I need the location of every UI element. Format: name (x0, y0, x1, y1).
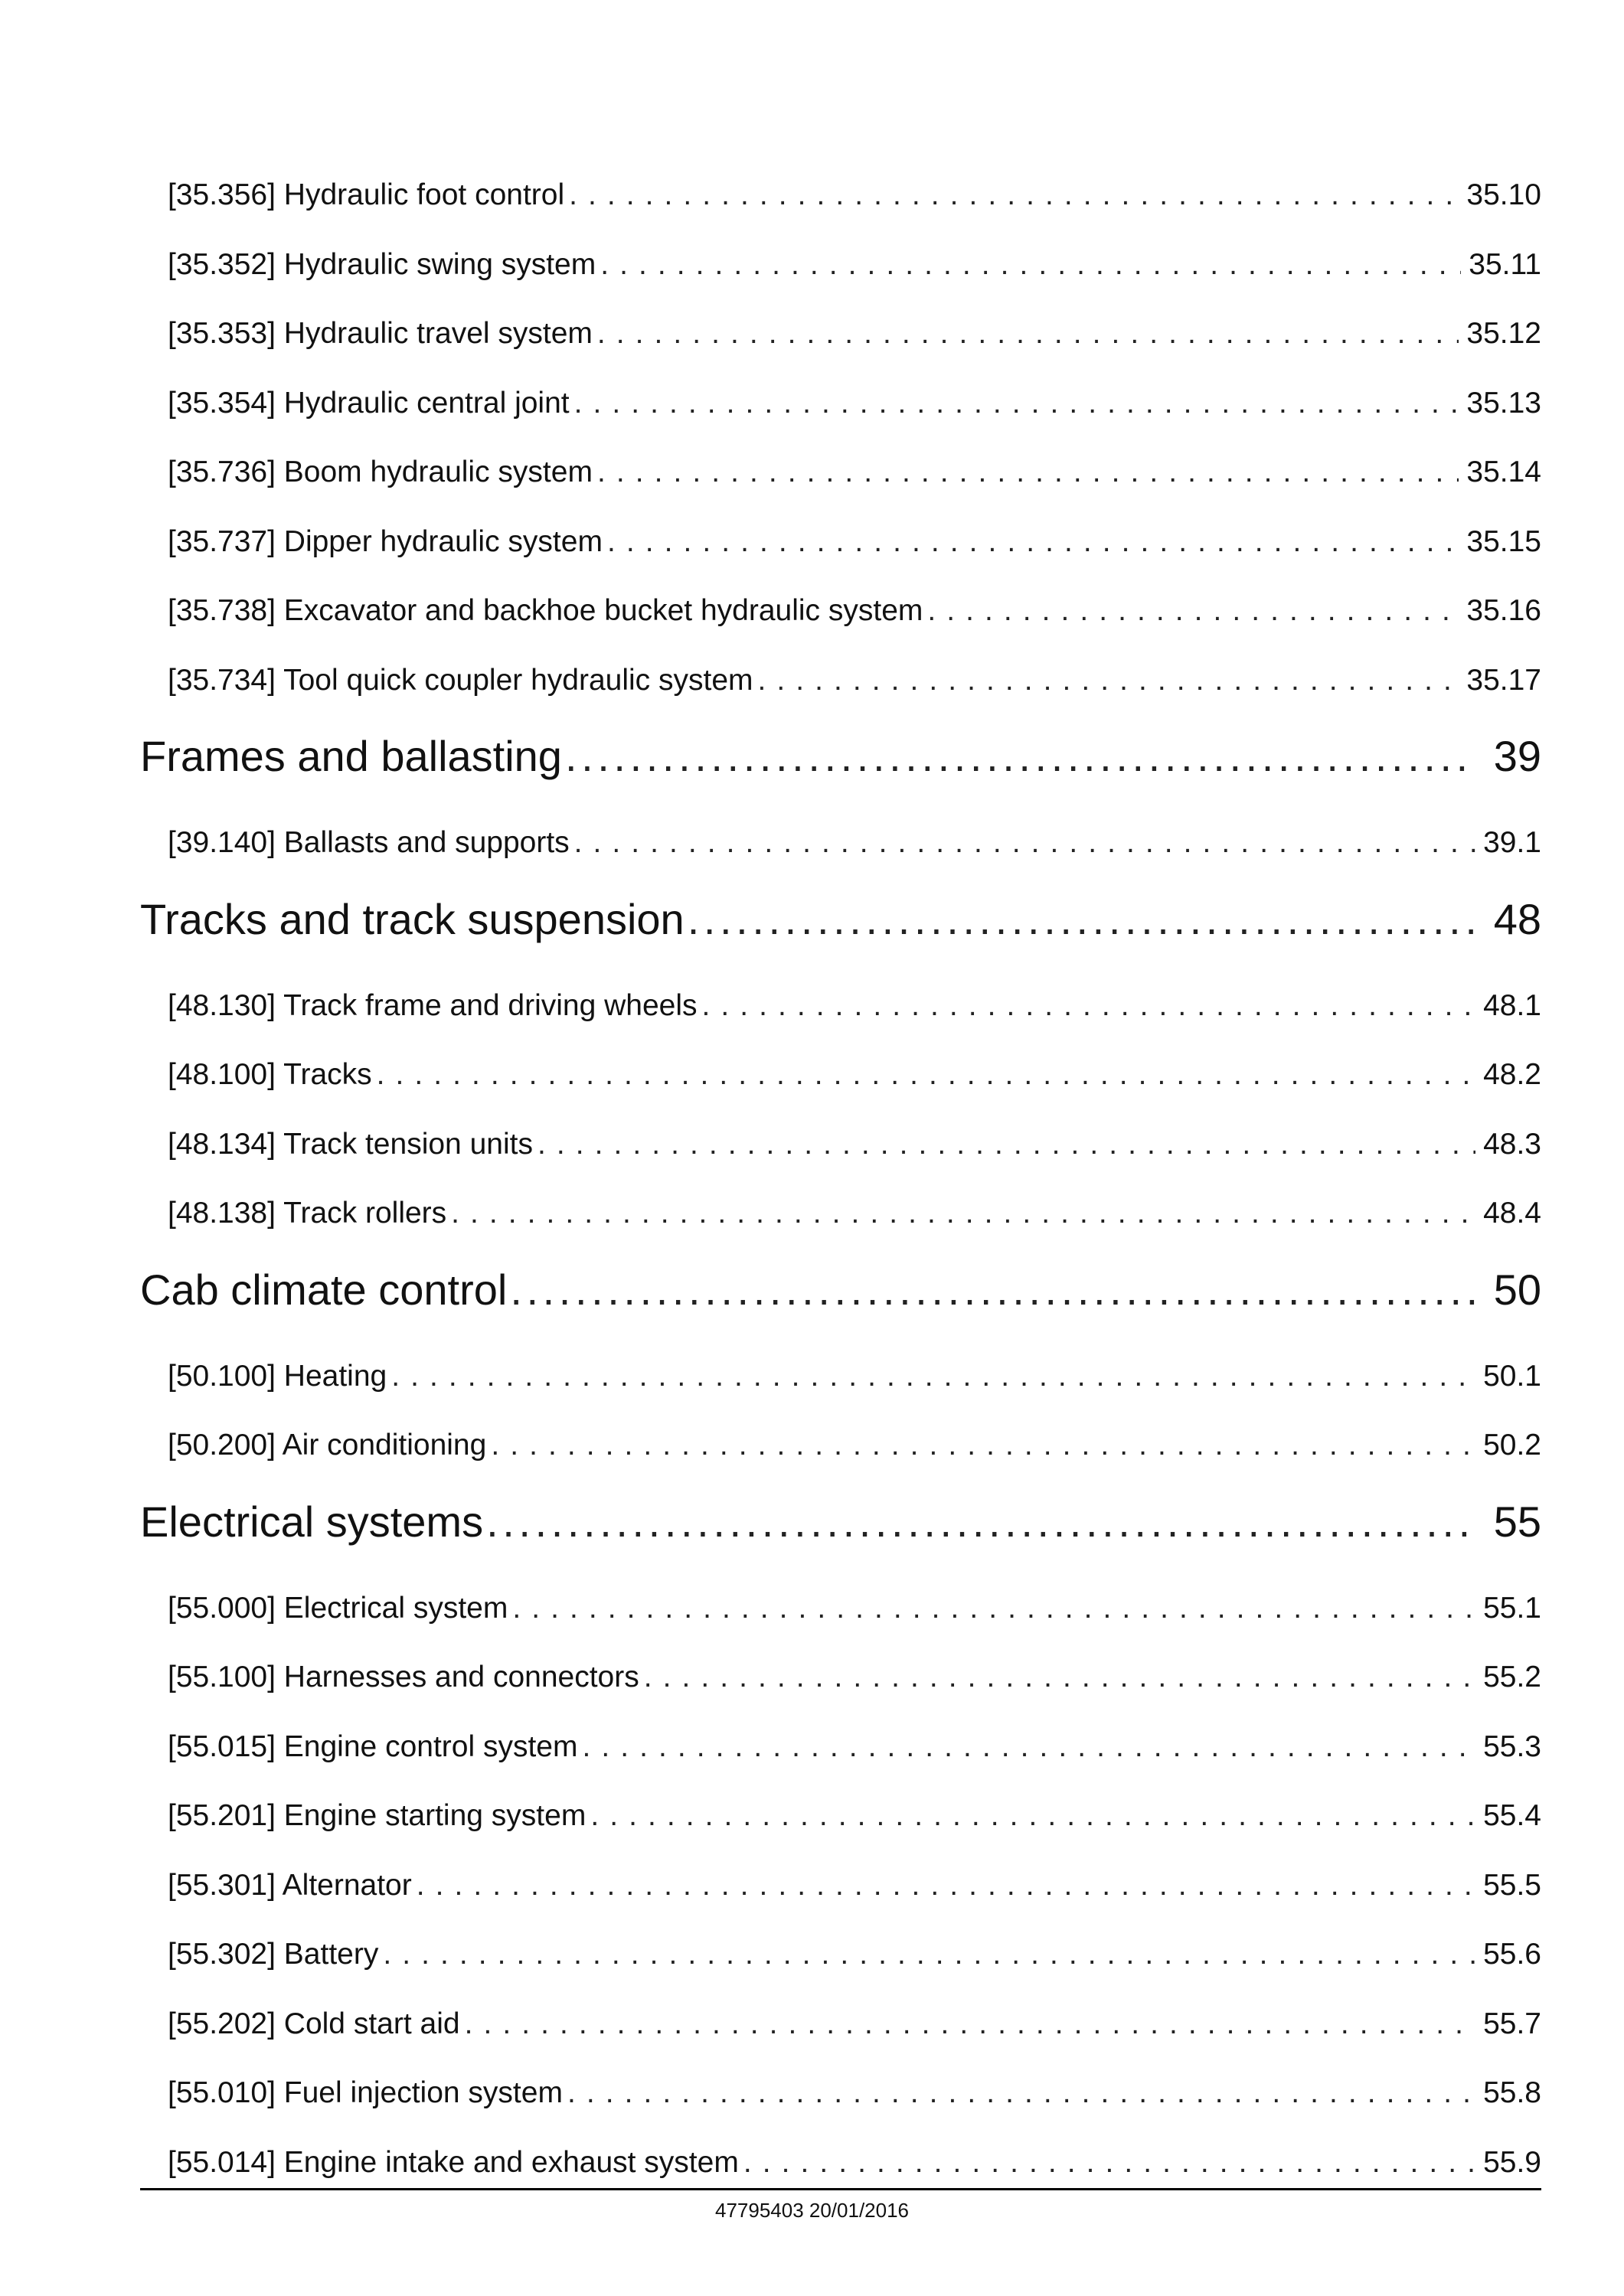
toc-entry[interactable] (140, 1050, 1541, 1119)
toc-entry[interactable] (140, 240, 1541, 309)
toc-section-heading[interactable] (140, 732, 1541, 818)
toc-entry-title: [35.736] Boom hydraulic system (168, 456, 593, 488)
toc-entry[interactable] (140, 2068, 1541, 2138)
dot-leader (574, 378, 1459, 429)
dot-leader (510, 1269, 1475, 1311)
dot-leader (574, 818, 1475, 868)
toc-entry-title: [55.100] Harnesses and connectors (168, 1661, 639, 1693)
toc-entry-page: 55.5 (1483, 1868, 1541, 1902)
dot-leader (688, 898, 1475, 941)
toc-entry-page: 50.1 (1483, 1359, 1541, 1393)
toc-entry[interactable] (140, 447, 1541, 517)
toc-entry-page: 35.13 (1466, 386, 1541, 420)
toc-entry-page: 55.6 (1483, 1938, 1541, 1971)
toc-entry[interactable] (140, 1119, 1541, 1189)
dot-leader (927, 586, 1459, 636)
toc-entry-page: 48.4 (1483, 1197, 1541, 1230)
toc-entry-title: [55.014] Engine intake and exhaust system (168, 2145, 739, 2179)
dot-leader (565, 735, 1475, 778)
toc-entry[interactable] (140, 1860, 1541, 1930)
toc-entry[interactable] (140, 309, 1541, 378)
toc-entry-page: 35.11 (1469, 247, 1541, 281)
dot-leader (569, 170, 1459, 220)
toc-entry-page: 48.3 (1483, 1127, 1541, 1161)
toc-entry-page: 39.1 (1483, 826, 1541, 859)
footer-doc-reference: 47795403 20/01/2016 (714, 2199, 910, 2222)
dot-leader (607, 517, 1459, 567)
toc-entry[interactable] (140, 170, 1541, 240)
toc-section-heading[interactable] (140, 1265, 1541, 1351)
footer-divider (140, 2188, 1541, 2190)
dot-leader (486, 1501, 1475, 1543)
toc-entry-page: 55.9 (1483, 2145, 1541, 2179)
toc-entry-title: [48.130] Track frame and driving wheels (168, 988, 698, 1022)
toc-section-page: 48 (1493, 894, 1541, 943)
dot-leader (538, 1119, 1475, 1170)
toc-entry[interactable] (140, 818, 1541, 887)
toc-section-page: 50 (1493, 1265, 1541, 1314)
toc-entry-page: 35.17 (1466, 663, 1541, 697)
toc-entry-title: [39.140] Ballasts and supports (168, 826, 570, 859)
toc-entry-title: [35.737] Dipper hydraulic system (168, 524, 603, 558)
toc-section-title: Frames and ballasting (140, 732, 562, 780)
toc-entry[interactable] (140, 655, 1541, 725)
dot-leader (383, 1929, 1475, 1980)
toc-section-title: Tracks and track suspension (140, 894, 685, 943)
toc-entry[interactable] (140, 1583, 1541, 1653)
dot-leader (597, 447, 1459, 498)
dot-leader (491, 1420, 1475, 1471)
toc-entry[interactable] (140, 517, 1541, 586)
toc-entry[interactable] (140, 1791, 1541, 1860)
toc-entry[interactable] (140, 1420, 1541, 1490)
dot-leader (377, 1050, 1475, 1100)
toc-entry-page: 50.2 (1483, 1429, 1541, 1462)
toc-entry-title: [55.202] Cold start aid (168, 2007, 460, 2040)
toc-entry-page: 55.7 (1483, 2007, 1541, 2040)
dot-leader (465, 1999, 1476, 2049)
dot-leader (600, 240, 1461, 290)
dot-leader (758, 655, 1459, 706)
toc-entry-page: 35.10 (1466, 178, 1541, 211)
dot-leader (451, 1188, 1475, 1239)
toc-entry-page: 48.1 (1483, 988, 1541, 1022)
toc-entry-page: 35.12 (1466, 317, 1541, 350)
toc-entry-page: 35.15 (1466, 524, 1541, 558)
dot-leader (702, 981, 1476, 1031)
toc-entry[interactable] (140, 1652, 1541, 1722)
toc-entry-page: 55.4 (1483, 1799, 1541, 1832)
toc-entry-title: [35.352] Hydraulic swing system (168, 247, 596, 281)
toc-entry-page: 55.2 (1483, 1661, 1541, 1693)
toc-entry-title: [55.301] Alternator (168, 1868, 412, 1902)
toc-entry-title: [35.353] Hydraulic travel system (168, 317, 593, 350)
dot-leader (743, 2138, 1475, 2188)
toc-entry[interactable] (140, 1351, 1541, 1421)
toc-entry-page: 55.8 (1483, 2076, 1541, 2109)
toc-entry-title: [35.738] Excavator and backhoe bucket hydraulic system (168, 594, 923, 627)
dot-leader (644, 1652, 1475, 1703)
toc-entry-title: [50.200] Air conditioning (168, 1429, 487, 1462)
toc-entry-title: [55.015] Engine control system (168, 1729, 578, 1763)
toc-entry[interactable] (140, 981, 1541, 1050)
dot-leader (597, 309, 1459, 359)
toc-entry-title: [48.134] Track tension units (168, 1127, 533, 1161)
dot-leader (512, 1583, 1475, 1634)
dot-leader (567, 2068, 1475, 2118)
dot-leader (582, 1722, 1475, 1772)
toc-entry-title: [55.302] Battery (168, 1938, 379, 1971)
dot-leader (417, 1860, 1475, 1911)
toc-section-heading[interactable] (140, 894, 1541, 981)
toc-entry-title: [55.000] Electrical system (168, 1591, 508, 1625)
toc-section-page: 39 (1493, 732, 1541, 780)
table-of-contents (140, 170, 1541, 2206)
toc-section-heading[interactable] (140, 1497, 1541, 1583)
toc-entry[interactable] (140, 1929, 1541, 1999)
toc-entry[interactable] (140, 1188, 1541, 1258)
toc-entry[interactable] (140, 378, 1541, 448)
toc-entry-title: [55.010] Fuel injection system (168, 2076, 563, 2109)
toc-entry-title: [55.201] Engine starting system (168, 1799, 587, 1832)
dot-leader (590, 1791, 1475, 1841)
toc-entry-title: [35.734] Tool quick coupler hydraulic system (168, 663, 753, 697)
toc-entry-page: 35.16 (1466, 594, 1541, 627)
toc-entry[interactable] (140, 1722, 1541, 1791)
toc-entry-title: [35.354] Hydraulic central joint (168, 386, 570, 420)
dot-leader (391, 1351, 1475, 1402)
toc-entry[interactable] (140, 1999, 1541, 2069)
toc-entry[interactable] (140, 586, 1541, 655)
toc-entry-page: 55.1 (1483, 1591, 1541, 1625)
toc-section-title: Electrical systems (140, 1497, 484, 1546)
toc-entry-title: [48.100] Tracks (168, 1058, 372, 1091)
toc-section-title: Cab climate control (140, 1265, 508, 1314)
toc-section-page: 55 (1493, 1497, 1541, 1546)
toc-entry-page: 35.14 (1466, 456, 1541, 488)
toc-entry-title: [35.356] Hydraulic foot control (168, 178, 565, 211)
toc-entry-title: [48.138] Track rollers (168, 1197, 447, 1230)
toc-entry-title: [50.100] Heating (168, 1359, 387, 1393)
toc-entry-page: 55.3 (1483, 1729, 1541, 1763)
toc-entry[interactable] (140, 2138, 1541, 2207)
toc-entry-page: 48.2 (1483, 1058, 1541, 1091)
